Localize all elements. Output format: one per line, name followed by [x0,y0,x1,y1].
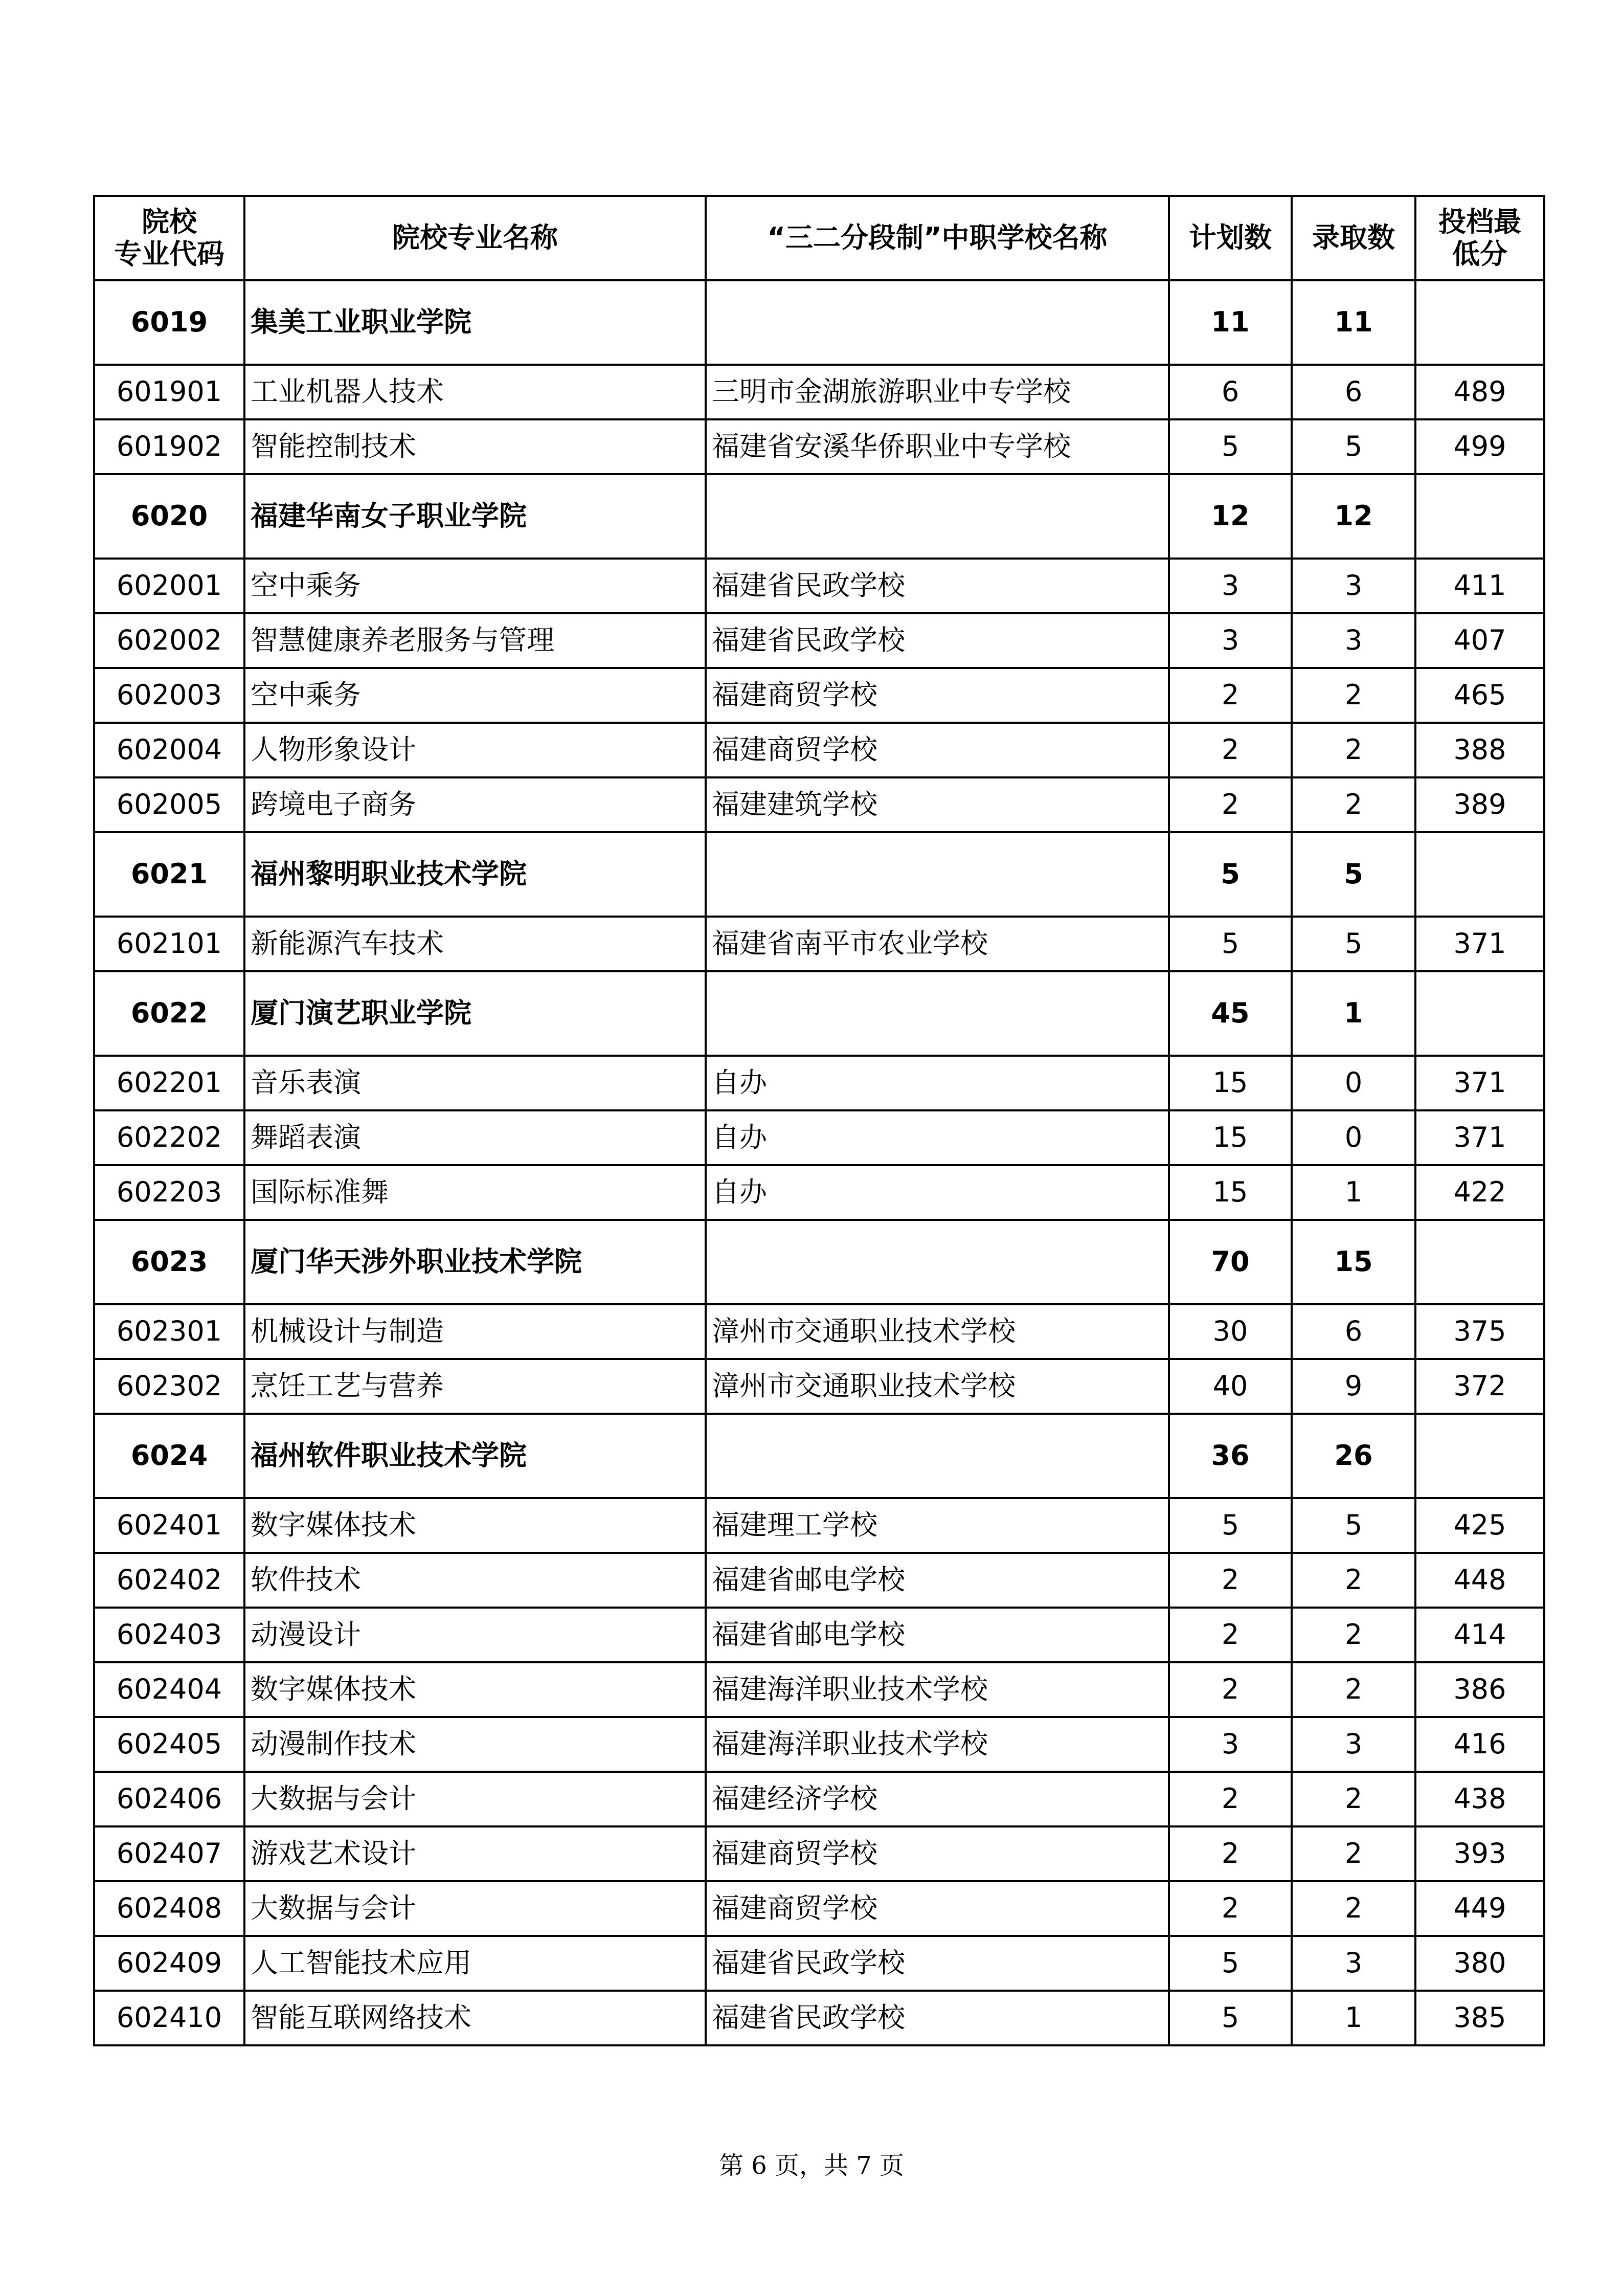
school-row [94,971,1544,1056]
major-minscore: 372 [1415,1359,1544,1414]
major-code: 602402 [94,1553,244,1608]
major-minscore: 422 [1415,1165,1544,1220]
major-minscore: 375 [1415,1304,1544,1359]
school-name: 福州黎明职业技术学院 [244,832,706,917]
major-plan: 3 [1169,613,1292,668]
major-plan: 5 [1169,1991,1292,2045]
major-admit: 0 [1292,1056,1415,1110]
major-minscore: 371 [1415,917,1544,971]
major-name: 智慧健康养老服务与管理 [244,613,706,668]
school-minscore-empty [1415,474,1544,559]
major-code: 602301 [94,1304,244,1359]
major-code: 602408 [94,1881,244,1936]
school-plan: 70 [1169,1220,1292,1304]
major-admit: 2 [1292,668,1415,723]
partner-school: 福建商贸学校 [706,668,1169,723]
school-plan: 5 [1169,832,1292,917]
partner-school: 福建经济学校 [706,1772,1169,1826]
major-plan: 15 [1169,1165,1292,1220]
partner-school: 福建省民政学校 [706,1936,1169,1991]
school-code: 6022 [94,971,244,1056]
major-minscore: 407 [1415,613,1544,668]
major-name: 智能控制技术 [244,419,706,474]
major-plan: 2 [1169,1553,1292,1608]
school-code: 6024 [94,1414,244,1498]
major-row [94,1717,1544,1772]
major-admit: 3 [1292,1717,1415,1772]
major-plan: 5 [1169,1498,1292,1553]
major-admit: 2 [1292,777,1415,832]
partner-school: 福建省邮电学校 [706,1553,1169,1608]
major-row [94,1110,1544,1165]
major-code: 602002 [94,613,244,668]
major-code: 602001 [94,559,244,613]
school-plan: 11 [1169,280,1292,365]
school-minscore-empty [1415,971,1544,1056]
header-name: 院校专业名称 [244,196,706,280]
major-name: 数字媒体技术 [244,1498,706,1553]
major-code: 602201 [94,1056,244,1110]
major-admit: 5 [1292,1498,1415,1553]
major-admit: 2 [1292,1772,1415,1826]
school-row [94,832,1544,917]
major-row [94,917,1544,971]
partner-school: 自办 [706,1110,1169,1165]
major-minscore: 414 [1415,1608,1544,1662]
major-plan: 15 [1169,1110,1292,1165]
school-plan: 36 [1169,1414,1292,1498]
major-minscore: 411 [1415,559,1544,613]
major-minscore: 385 [1415,1991,1544,2045]
major-name: 舞蹈表演 [244,1110,706,1165]
major-name: 跨境电子商务 [244,777,706,832]
major-row [94,1553,1544,1608]
school-partner-empty [706,1220,1169,1304]
major-code: 602406 [94,1772,244,1826]
major-admit: 2 [1292,1881,1415,1936]
major-admit: 3 [1292,559,1415,613]
partner-school: 福建省南平市农业学校 [706,917,1169,971]
major-admit: 2 [1292,1608,1415,1662]
major-name: 机械设计与制造 [244,1304,706,1359]
major-row [94,613,1544,668]
partner-school: 福建理工学校 [706,1498,1169,1553]
school-partner-empty [706,1414,1169,1498]
major-admit: 0 [1292,1110,1415,1165]
major-plan: 2 [1169,1826,1292,1881]
major-row [94,1936,1544,1991]
school-plan: 12 [1169,474,1292,559]
major-plan: 15 [1169,1056,1292,1110]
major-plan: 5 [1169,917,1292,971]
major-minscore: 380 [1415,1936,1544,1991]
major-code: 602202 [94,1110,244,1165]
major-plan: 6 [1169,365,1292,419]
major-minscore: 449 [1415,1881,1544,1936]
school-name: 厦门演艺职业学院 [244,971,706,1056]
partner-school: 自办 [706,1056,1169,1110]
school-minscore-empty [1415,1220,1544,1304]
school-partner-empty [706,971,1169,1056]
partner-school: 福建商贸学校 [706,1881,1169,1936]
major-name: 国际标准舞 [244,1165,706,1220]
major-name: 工业机器人技术 [244,365,706,419]
major-code: 602003 [94,668,244,723]
major-code: 602409 [94,1936,244,1991]
major-code: 602404 [94,1662,244,1717]
major-plan: 2 [1169,668,1292,723]
major-code: 602004 [94,723,244,777]
major-minscore: 371 [1415,1056,1544,1110]
major-admit: 6 [1292,365,1415,419]
major-row [94,723,1544,777]
header-school: “三二分段制”中职学校名称 [706,196,1169,280]
major-minscore: 371 [1415,1110,1544,1165]
header-admit: 录取数 [1292,196,1415,280]
school-row [94,1220,1544,1304]
page-footer: 第 6 页，共 7 页 [718,2151,905,2180]
school-admit: 11 [1292,280,1415,365]
major-row [94,1498,1544,1553]
partner-school: 福建省民政学校 [706,613,1169,668]
school-minscore-empty [1415,832,1544,917]
major-code: 602101 [94,917,244,971]
partner-school: 福建省安溪华侨职业中专学校 [706,419,1169,474]
major-plan: 2 [1169,1608,1292,1662]
major-code: 602410 [94,1991,244,2045]
major-code: 602203 [94,1165,244,1220]
major-plan: 2 [1169,1772,1292,1826]
major-name: 烹饪工艺与营养 [244,1359,706,1414]
major-minscore: 489 [1415,365,1544,419]
partner-school: 自办 [706,1165,1169,1220]
major-minscore: 388 [1415,723,1544,777]
table-body [94,280,1544,2045]
school-row [94,1414,1544,1498]
school-row [94,474,1544,559]
school-admit: 1 [1292,971,1415,1056]
major-name: 新能源汽车技术 [244,917,706,971]
partner-school: 福建省民政学校 [706,1991,1169,2045]
partner-school: 福建省民政学校 [706,559,1169,613]
major-plan: 5 [1169,1936,1292,1991]
partner-school: 三明市金湖旅游职业中专学校 [706,365,1169,419]
school-admit: 5 [1292,832,1415,917]
major-admit: 2 [1292,1662,1415,1717]
major-row [94,419,1544,474]
major-code: 602403 [94,1608,244,1662]
major-row [94,1662,1544,1717]
major-row [94,1881,1544,1936]
major-row [94,1359,1544,1414]
school-admit: 15 [1292,1220,1415,1304]
partner-school: 漳州市交通职业技术学校 [706,1304,1169,1359]
school-plan: 45 [1169,971,1292,1056]
major-name: 大数据与会计 [244,1772,706,1826]
major-row [94,365,1544,419]
major-minscore: 425 [1415,1498,1544,1553]
major-minscore: 389 [1415,777,1544,832]
major-name: 动漫设计 [244,1608,706,1662]
school-name: 集美工业职业学院 [244,280,706,365]
major-minscore: 416 [1415,1717,1544,1772]
major-name: 空中乘务 [244,668,706,723]
school-partner-empty [706,474,1169,559]
major-code: 602405 [94,1717,244,1772]
major-code: 602005 [94,777,244,832]
major-name: 空中乘务 [244,559,706,613]
major-code: 602407 [94,1826,244,1881]
major-code: 602401 [94,1498,244,1553]
partner-school: 福建海洋职业技术学校 [706,1662,1169,1717]
major-plan: 3 [1169,1717,1292,1772]
major-plan: 3 [1169,559,1292,613]
school-row [94,280,1544,365]
school-code: 6019 [94,280,244,365]
major-name: 动漫制作技术 [244,1717,706,1772]
major-row [94,1826,1544,1881]
major-plan: 30 [1169,1304,1292,1359]
major-name: 人工智能技术应用 [244,1936,706,1991]
major-code: 601901 [94,365,244,419]
major-admit: 1 [1292,1165,1415,1220]
school-name: 福建华南女子职业学院 [244,474,706,559]
major-row [94,777,1544,832]
major-minscore: 393 [1415,1826,1544,1881]
major-name: 数字媒体技术 [244,1662,706,1717]
major-row [94,1608,1544,1662]
major-admit: 2 [1292,1553,1415,1608]
school-partner-empty [706,280,1169,365]
major-name: 人物形象设计 [244,723,706,777]
major-plan: 5 [1169,419,1292,474]
school-partner-empty [706,832,1169,917]
partner-school: 福建建筑学校 [706,777,1169,832]
partner-school: 福建商贸学校 [706,1826,1169,1881]
school-admit: 26 [1292,1414,1415,1498]
header-code: 院校 专业代码 [94,196,244,280]
admission-table [93,195,1545,2046]
major-name: 大数据与会计 [244,1881,706,1936]
partner-school: 福建海洋职业技术学校 [706,1717,1169,1772]
major-name: 软件技术 [244,1553,706,1608]
major-minscore: 438 [1415,1772,1544,1826]
major-code: 602302 [94,1359,244,1414]
major-name: 游戏艺术设计 [244,1826,706,1881]
major-row [94,1991,1544,2045]
major-minscore: 386 [1415,1662,1544,1717]
major-admit: 2 [1292,1826,1415,1881]
major-name: 音乐表演 [244,1056,706,1110]
major-row [94,1772,1544,1826]
major-admit: 1 [1292,1991,1415,2045]
major-minscore: 465 [1415,668,1544,723]
partner-school: 福建省邮电学校 [706,1608,1169,1662]
school-admit: 12 [1292,474,1415,559]
major-row [94,1304,1544,1359]
major-row [94,559,1544,613]
school-code: 6023 [94,1220,244,1304]
partner-school: 福建商贸学校 [706,723,1169,777]
major-admit: 5 [1292,419,1415,474]
major-admit: 3 [1292,1936,1415,1991]
school-code: 6021 [94,832,244,917]
major-admit: 9 [1292,1359,1415,1414]
major-admit: 3 [1292,613,1415,668]
major-minscore: 499 [1415,419,1544,474]
major-admit: 5 [1292,917,1415,971]
major-admit: 2 [1292,723,1415,777]
major-plan: 2 [1169,777,1292,832]
major-plan: 2 [1169,1662,1292,1717]
major-code: 601902 [94,419,244,474]
school-code: 6020 [94,474,244,559]
school-name: 福州软件职业技术学院 [244,1414,706,1498]
header-plan: 计划数 [1169,196,1292,280]
major-row [94,1056,1544,1110]
table-header-row [94,196,1544,280]
partner-school: 漳州市交通职业技术学校 [706,1359,1169,1414]
school-minscore-empty [1415,280,1544,365]
major-row [94,1165,1544,1220]
major-plan: 2 [1169,723,1292,777]
major-plan: 40 [1169,1359,1292,1414]
major-plan: 2 [1169,1881,1292,1936]
major-name: 智能互联网络技术 [244,1991,706,2045]
header-minscore: 投档最 低分 [1415,196,1544,280]
major-admit: 6 [1292,1304,1415,1359]
school-minscore-empty [1415,1414,1544,1498]
major-minscore: 448 [1415,1553,1544,1608]
major-row [94,668,1544,723]
school-name: 厦门华天涉外职业技术学院 [244,1220,706,1304]
